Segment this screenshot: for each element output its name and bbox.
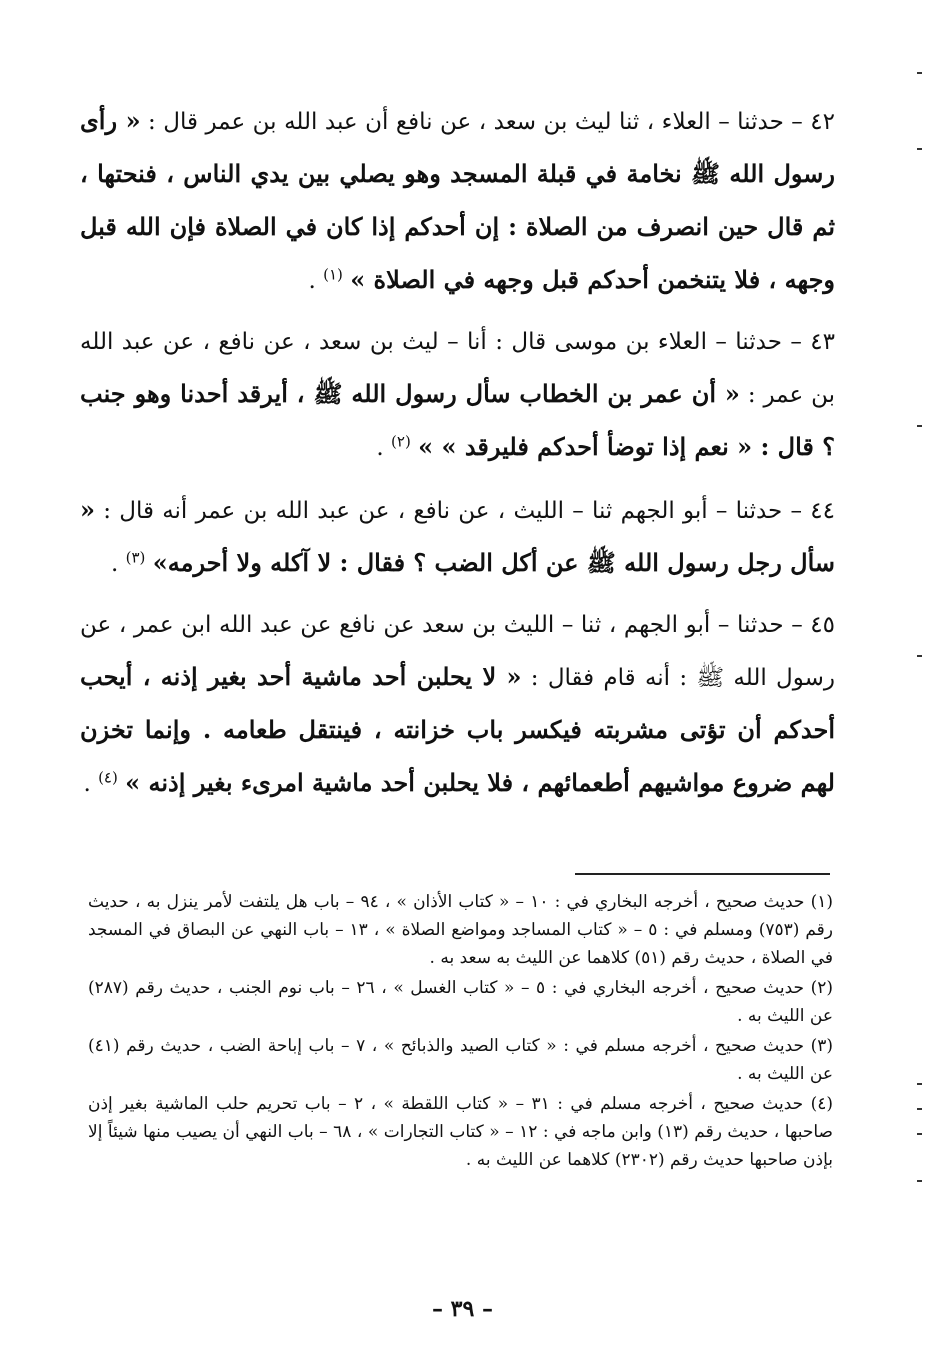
margin-mark [917, 655, 922, 657]
hadith-end: . [83, 771, 99, 797]
hadith-intro: ٤٤ – حدثنا – أبو الجهم ثنا – الليث ، عن نافع ، عن عبد الله بن عمر أنه قال : [95, 498, 835, 524]
hadith-44 [80, 484, 835, 590]
footnote-divider [575, 873, 830, 875]
footnote-ref[interactable]: (٤) [98, 768, 118, 787]
hadith-text: « رأى رسول الله ﷺ نخامة في قبلة المسجد وهو يصلي بين يدي الناس ، فنحتها ، ثم قال حين انصرف من الصلاة : إن أحدكم إذا كان في الصلاة فإن الله قبل وجهه ، فلا يتنخمن أحدكم قبل وجهه في الصلاة » [80, 106, 835, 294]
hadith-42 [80, 95, 835, 307]
margin-mark [917, 1108, 922, 1110]
margin-mark [917, 1133, 922, 1135]
hadith-end: . [376, 435, 392, 461]
margin-mark [917, 1083, 922, 1085]
footnote-2: (٢) حديث صحيح ، أخرجه البخاري في : ٥ – « كتاب الغسل » ، ٢٦ – باب نوم الجنب ، حديث رقم (٢٨٧) عن الليث به . [88, 978, 834, 1026]
footnote-1: (١) حديث صحيح ، أخرجه البخاري في : ١٠ – « كتاب الأذان » ، ٩٤ – باب هل يلتفت لأمر ينزل به ، حديث رقم (٧٥٣) ومسلم في : ٥ – « كتاب المساجد ومواضع الصلاة » ، ١٣ – باب النهي عن البصاق في المسجد في الصلاة ، حديث رقم (٥١) كلاهما عن الليث به سعد به . [88, 892, 833, 968]
page-number: – ٣٩ – [432, 1296, 493, 1322]
hadith-end: . [308, 268, 324, 294]
hadith-43 [80, 317, 835, 474]
footnote-ref[interactable]: (١) [323, 265, 343, 284]
hadith-text: « أن عمر بن الخطاب سأل رسول الله ﷺ ، أيرقد أحدنا وهو جنب ؟ قال : « نعم إذا توضأ أحدكم فليرقد » » [80, 379, 835, 461]
footnote-ref[interactable]: (٣) [125, 548, 146, 567]
margin-mark [917, 72, 922, 74]
hadith-intro: ٤٣ – حدثنا – العلاء بن موسى قال : أنا – ليث بن سعد ، عن نافع ، عن عبد الله بن عمر : [80, 329, 835, 408]
hadith-intro: ٤٥ – حدثنا – أبو الجهم ، ثنا – الليث بن سعد عن نافع عن عبد الله ابن عمر ، عن رسول الله ﷺ : أنه قام فقال : [80, 612, 835, 691]
hadith-end: . [111, 551, 126, 577]
margin-mark [917, 148, 922, 150]
footnote-3: (٣) حديث صحيح ، أخرجه مسلم في : « كتاب الصيد والذبائح » ، ٧ – باب إباحة الضب ، حديث رقم (٤١) عن الليث به . [88, 1036, 833, 1084]
footnote-ref[interactable]: (٢) [391, 432, 411, 451]
footnote-4: (٤) حديث صحيح ، أخرجه مسلم في : ٣١ – « كتاب اللقطة » ، ٢ – باب تحريم حلب الماشية بغير إذن صاحبها ، حديث رقم (١٣) وابن ماجه في : ١٢ – « كتاب التجارات » ، ٦٨ – باب النهي أن يصيب منها شيئاً إلا بإذن صاحبها حديث رقم (٢٣٠٢) كلاهما عن الليث به . [88, 1094, 833, 1170]
margin-mark [917, 425, 922, 427]
hadith-text: « سأل رجل رسول الله ﷺ عن أكل الضب ؟ فقال : لا آكله ولا أحرمه» [80, 495, 835, 577]
main-text [80, 95, 835, 820]
margin-mark [917, 1180, 922, 1182]
hadith-45 [80, 600, 835, 810]
hadith-intro: ٤٢ – حدثنا – العلاء ، ثنا ليث بن سعد ، عن نافع أن عبد الله بن عمر قال : [140, 109, 835, 135]
footnotes [88, 888, 833, 1176]
hadith-text: « لا يحلبن أحد ماشية أحد بغير إذنه ، أيحب أحدكم أن تؤتى مشربته فيكسر باب خزانته ، فينتقل طعامه . وإنما تخزن لهم ضروع مواشيهم أطعمائهم ، فلا يحلبن أحد ماشية امرىء بغير إذنه » [80, 662, 835, 797]
